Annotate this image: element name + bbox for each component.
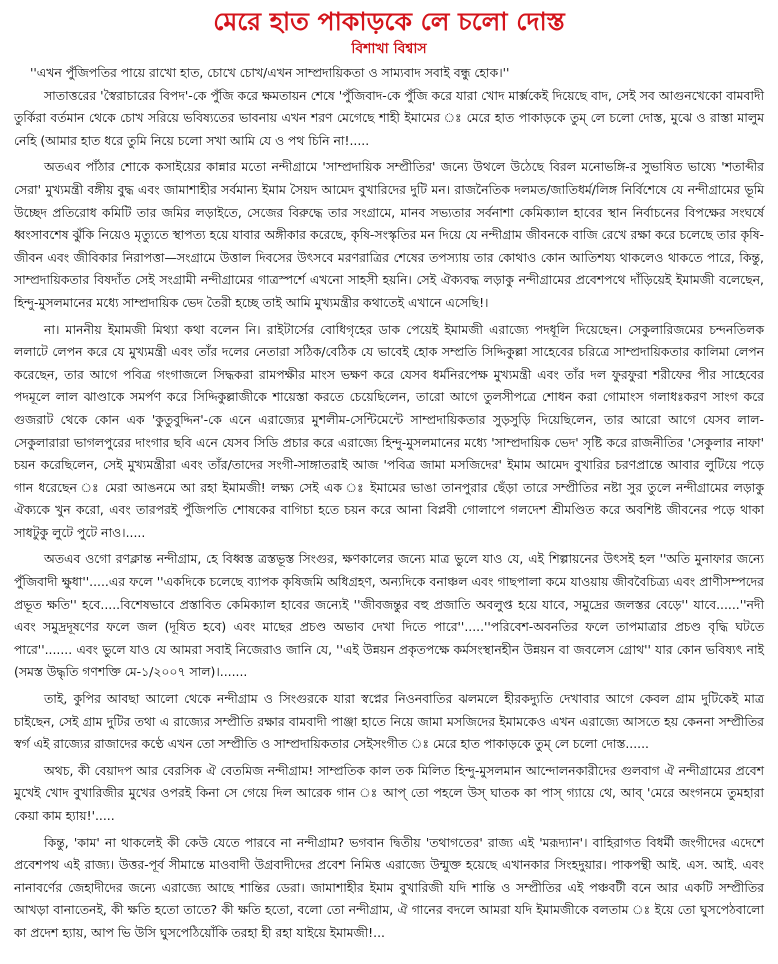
paragraph: অতএব পাঁঠার শোকে কসাইয়ের কান্নার মতো নন্দীগ্রামে 'সাম্প্রদায়িক সম্প্রীতির' জন্যে উথলে উঠেছে বিরল মনোভঙ্গি-র সুভাষিত ভাষ্যে 'শতাব্দীর সেরা' মুখ্যমন্ত্রী বঙ্গীয় বুদ্ধ এবং জামাশাহীর সর্বমান্য ইমাম সৈয়দ আমেদ বুখারিদের দুটি মন। রাজনৈতিক দলমত/জাতিধর্ম/লিঙ্গ নির্বিশেষে যে নন্দীগ্রামের ভূমি উচ্ছেদ প্রতিরোধ কমিটি তার জমির লড়াইতে, সেজের বিরুদ্ধে তার সংগ্রামে, মানব সভ্যতার সর্বনাশা কেমিক্যাল হাবের স্থান নির্বাচনের বিপক্ষের সংঘর্ষে ধ্বংসাবশেষ ঝুঁকি নিয়েও মৃত্যুতে স্থাপত্য হয়ে যাবার অঙ্গীকার করেছে, কৃষি-সংস্কৃতির মন দিয়ে যে নন্দীগ্রাম জীবনকে বাজি রেখে রক্ষা করে চলেছে তার কৃষি-জীবন এবং জীবিকার নিরাপত্তা—সংগ্রামে উত্তাল দিবসের উৎসবে মরণরাত্রির শেষের তপস্যায় তার কোথাও কোন আতিশয্য থাকলেও থাকতে পারে, কিন্তু, সাম্প্রদায়িকতার বিষদাঁত সেই সংগ্রামী নন্দীগ্রামের গাত্রস্পর্শে এখনো সাহসী হয়নি। সেই ঐক্যবদ্ধ লড়াকু নন্দীগ্রামের প্রবেশপথে দাঁড়িয়েই ইমামজী বলেছেন, হিন্দু-মুসলমানের মধ্যে সাম্প্রদায়িক ভেদ তৈরী হচ্ছে তাই আমি মুখ্যমন্ত্রীর কথাতেই এখানে এসেছি!। bbox=[14, 159, 764, 310]
epigraph-quote: ''এখন পুঁজিপতির পায়ে রাখো হাত, চোখে চোখ/এখন সাম্প্রদায়িকতা ও সাম্যবাদ সবাই বন্ধু হোক।'' bbox=[30, 65, 510, 80]
article-author: বিশাখা বিশ্বাস bbox=[351, 41, 427, 57]
paragraph: অতএব ওগো রণক্লান্ত নন্দীগ্রাম, হে বিধ্বস্ত ত্রস্তভূস্ত সিংগুর, ক্ষণকালের জন্যে মাত্র ভুলে যাও যে, এই শিল্পায়নের উৎসই হল ''অতি মুনাফার জন্যে পুঁজিবাদী ক্ষুধা''.....এর ফলে ''একদিকে চলেছে ব্যাপক কৃষিজমি অধিগ্রহণ, অন্যদিকে বনাঞ্চল এবং গাছপালা কমে যাওয়ায় জীববৈচিত্র্য এবং প্রাণীসম্পদের প্রভূত ক্ষতি'' হবে.....বিশেষভাবে প্রস্তাবিত কেমিক্যাল হাবের জন্যেই ''জীবজন্তুর বহু প্রজাতি অবলুপ্ত হয়ে যাবে, সমুদ্রের জলস্তর বেড়ে'' যাবে......''নদী এবং সমুদ্রদূষণের ফলে জল (দূষিত হবে) এবং মাছের প্রচণ্ড অভাব দেখা দিতে পারে''.....''পরিবেশ-অবনতির ফলে তাপমাত্রার প্রচণ্ড বৃদ্ধি ঘটতে পারে''....... এবং ভুলে যাও যে আমরা সবাই নিজেরাও জানি যে, ''এই উন্নয়ন প্রকৃতপক্ষে কর্মসংস্থানহীন উন্নয়ন বা জবলেস গ্রোথ'' যার কোন ভবিষ্যৎ নাই (সমস্ত উদ্ধৃতি গণশক্তি মে-১/২০০৭ সাল)।....... bbox=[14, 551, 764, 680]
paragraph: তাই, কুপির আবছা আলো থেকে নন্দীগ্রাম ও সিংগুরকে যারা স্বপ্নের নিওনবাতির ঝলমলে হীরকদ্যুতি দেখাবার আগে কেবল গ্রাম দুটিকেই মাত্র চাইছেন, সেই গ্রাম দুটির তথা এ রাজ্যের সম্প্রীতি রক্ষার বামবাদী পাঞ্জা হাতে নিয়ে জামা মসজিদের ইমামকেও এখন এরাজ্যে আসতে হয় কেননা সম্প্রীতির স্বর্গ এই রাজ্যের রাজাদের কণ্ঠে এখন তো সম্প্রীতি ও সাম্প্রদায়িকতার সেইসংগীত ঃ মেরে হাত পাকাড়কে তুম্ লে চলো দোস্ত...... bbox=[14, 691, 764, 752]
paragraph: অথচ, কী বেয়াদপ আর বেরসিক ঐ বেতমিজ নন্দীগ্রাম! সাম্প্রতিক কাল তক মিলিত হিন্দু-মুসলমান আন্দোলনকারীদের গুলবাগ ঐ নন্দীগ্রামের প্রবেশ মুখেই খোদ বুখারিজীর মুখের ওপরই কিনা সে গেয়ে দিল আরেক গান ঃ আপ্ তো পহলে উস্ ঘাতক কা পাস্ গ্যায়ে থে, আব্ 'মেরে অংগনমে তুমহারা কেয়া কাম হ্যায়!'..... bbox=[14, 762, 764, 823]
paragraph: কিন্তু, 'কাম' না থাকলেই কী কেউ যেতে পারবে না নন্দীগ্রাম? ভগবান দ্বিতীয় 'তথাগতের' রাজ্য এই 'মরূদ্যান'। বাহিরাগত বিধর্মী জংগীদের এদেশে প্রবেশপথ এই রাজ্য। উত্তর-পূর্ব সীমান্তে মাওবাদী উগ্রবাদীদের প্রবেশ নিমিত্ত এরাজ্যে উন্মুক্ত হয়েছে এখানকার সিংহদুয়ার। পাকপন্থী আই. এস. আই. এবং নানাবর্ণের জেহাদীদের জন্যে এরাজ্যে আছে শান্তির ডেরা। জামাশাহীর ইমাম বুখারিজী যদি শান্তি ও সম্প্রীতির এই পঞ্চবটী বনে আর একটি সম্প্রীতির আখড়া বানাতেনই, কী ক্ষতি হতো তাতে? কী ক্ষতি হতো, বলো তো নন্দীগ্রাম, ঐ গানের বদলে আমরা যদি ইমামজীকে বলতাম ঃ ইয়ে তো ঘুসপেঠবালো কা প্রদেশ হ্যায়, আপ ভি উসি ঘুসপেঠিয়োঁকি তরহা হী রহা যাইয়ে ইমামজী!... bbox=[14, 834, 764, 940]
paragraph: সাতাত্তরের 'স্বৈরাচারের বিপদ'-কে পুঁজি করে ক্ষমতায়ন শেষে 'পুঁজিবাদ-কে পুঁজি করে যারা খোদ মার্ক্সকেই দিয়েছে বাদ, সেই সব আগুনখেকো বামবাদী তুর্কিরা বর্তমান থেকে চোখ সরিয়ে ভবিষ্যতের ভাবনায় এখন শরণ মেগেছে শাহী ইমামের ঃ মেরে হাত পাকাড়কে তুম্ লে চলো দোস্ত, মুঝে ও রাস্তা মালুম নেহি (আমার হাত ধরে তুমি নিয়ে চলো সখা আমি যে ও পথ চিনি না!..... bbox=[14, 87, 764, 148]
article-title: মেরে হাত পাকাড়কে লে চলো দোস্ত bbox=[213, 7, 565, 36]
paragraph: না। মাননীয় ইমামজী মিথ্যা কথা বলেন নি। রাইটার্সের বোধিগৃহের ডাক পেয়েই ইমামজী এরাজ্যে পদধূলি দিয়েছেন। সেকুলারিজমের চন্দনতিলক ললাটে লেপন করে যে মুখ্যমন্ত্রী এবং তাঁর দলের নেতারা সঠিক/বেঠিক যে ভাবেই হোক সম্প্রতি সিদ্দিকুল্লা সাহেবের চরিত্রে সাম্প্রদায়িকতার কালিমা লেপন করেছেন, তার আগে পবিত্র গংগাজলে সিদ্ধকরা রামপক্ষীর মাংস ভক্ষণ করে যেসব ধর্মনিরপেক্ষ মুখ্যমন্ত্রী এবং তাঁর দল ফুরফুরা শরীফের পীর সাহেবের পদমূলে লাল ঝাণ্ডাকে সমর্পণ করে সিদ্দিকুল্লাজীকে শায়েস্তা করতে চেয়েছিলেন, তারো আগে তুলসীপত্রে শোধন করা গোমাংস গলাধঃকরণ সাংগ করে গুজরাট থেকে কোন এক 'কুতুবুদ্দিন'-কে এনে এরাজ্যের মুশলীম-সেন্টিমেন্টে সাম্প্রদায়িকতার সুড়সুড়ি দিয়েছিলেন, তার আরো আগে যেসব লাল-সেকুলারারা ভাগলপুরের দাংগার ছবি এনে যেসব সিডি প্রচার করে এরাজ্যে হিন্দু-মুসলমানের মধ্যে 'সাম্প্রদায়িক ভেদ' সৃষ্টি করে রাজনীতির 'সেকুলার নাফা' চয়ন করেছিলেন, সেই মুখ্যমন্ত্রীরা এবং তাঁর/তাদের সংগী-সাঙ্গাতরাই আজ 'পবিত্র জামা মসজিদের' ইমাম আমেদ বুখারির চরণপ্রান্তে আবার লুটিয়ে পড়ে গান ধরেছেন ঃ মেরা আঙনমে আ রহা ইমামজী! লক্ষ্য সেই এক ঃ ইমামের ভাঙা তানপুরার ছেঁড়া তারে সম্প্রীতির নষ্টা সুর তুলে নন্দীগ্রামের লড়াকু ঐক্যকে খুন করো, এবং তারপরই পুঁজিপতি শোষকের বাগিচা হতে চয়ন করে আনা বিপ্লবী গোলাপে গলদেশ শ্রীমণ্ডিত করে অবশিষ্ট জীবনের পড়ে থাকা সাধটুকু লুটে পুটে নাও।..... bbox=[14, 321, 764, 540]
